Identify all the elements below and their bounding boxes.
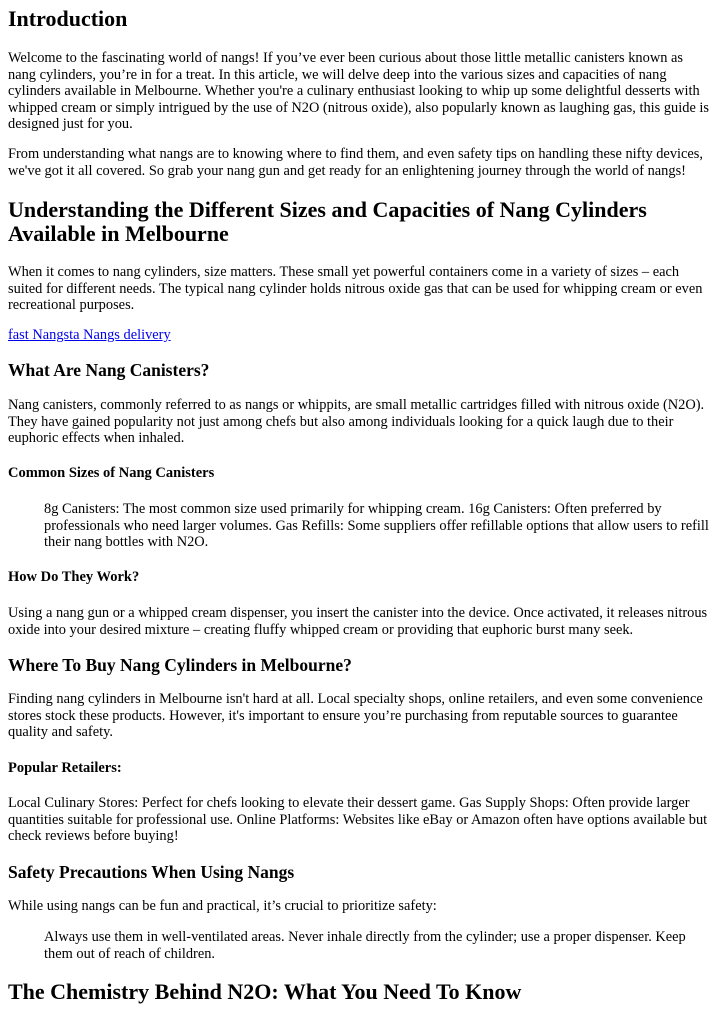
chemistry-heading: The Chemistry Behind N2O: What You Need To Know xyxy=(8,979,522,1004)
safety-paragraph: While using nangs can be fun and practical, it’s crucial to prioritize safety: xyxy=(8,898,437,914)
where-buy-paragraph: Finding nang cylinders in Melbourne isn't hard at all. Local specialty shops, online retailers, and even some convenience stores stock these products. However, it's important to ensure you’re purchasing from reputable sources to guarantee quality and safety. xyxy=(8,691,703,740)
intro-heading: Introduction xyxy=(8,6,128,31)
how-work-paragraph: Using a nang gun or a whipped cream dispenser, you insert the canister into the device. Once activated, it releases nitrous oxide into your desired mixture – creating fluffy whipped cream or providing that euphoric burst many seek. xyxy=(8,605,708,638)
safety-heading: Safety Precautions When Using Nangs xyxy=(8,862,295,882)
retailers-heading: Popular Retailers: xyxy=(8,760,122,776)
canisters-paragraph: Nang canisters, commonly referred to as nangs or whippits, are small metallic cartridges filled with nitrous oxide (N2O). They have gained popularity not just among chefs but also among individuals looking for a quick laugh due to their euphoric effects when inhaled. xyxy=(8,397,705,446)
delivery-link-paragraph xyxy=(8,327,714,344)
how-work-heading: How Do They Work? xyxy=(8,569,140,585)
sizes-paragraph: When it comes to nang cylinders, size matters. These small yet powerful containers come in a variety of sizes – each suited for different needs. The typical nang cylinder holds nitrous oxide gas that can be used for whipping cream or even recreational purposes. xyxy=(8,264,703,313)
common-sizes-heading: Common Sizes of Nang Canisters xyxy=(8,465,215,481)
common-sizes-quote: 8g Canisters: The most common size used primarily for whipping cream. 16g Canisters: Often preferred by professionals who need larger volumes. Gas Refills: Some suppliers offer refillable options that allow users to refill their nang bottles with N2O. xyxy=(44,501,709,550)
delivery-link[interactable]: fast Nangsta Nangs delivery xyxy=(8,327,171,343)
where-buy-heading: Where To Buy Nang Cylinders in Melbourne? xyxy=(8,655,352,675)
intro-paragraph-2: From understanding what nangs are to knowing where to find them, and even safety tips on handling these nifty devices, we've got it all covered. So grab your nang gun and get ready for an enlightening journey through the world of nangs! xyxy=(8,146,703,179)
safety-quote: Always use them in well-ventilated areas. Never inhale directly from the cylinder; use a proper dispenser. Keep them out of reach of children. xyxy=(44,929,686,962)
canisters-heading: What Are Nang Canisters? xyxy=(8,360,210,380)
sizes-heading: Understanding the Different Sizes and Capacities of Nang Cylinders Available in Melbourne xyxy=(8,197,647,246)
retailers-paragraph: Local Culinary Stores: Perfect for chefs looking to elevate their dessert game. Gas Supply Shops: Often provide larger quantities suitable for professional use. Online Platforms: Websites like eBay or Amazon often have options available but check reviews before buying! xyxy=(8,795,708,844)
intro-paragraph-1: Welcome to the fascinating world of nangs! If you’ve ever been curious about those little metallic canisters known as nang cylinders, you’re in for a treat. In this article, we will delve deep into the various sizes and capacities of nang cylinders available in Melbourne. Whether you're a culinary enthusiast looking to whip up some delightful desserts with whipped cream or simply intrigued by the use of N2O (nitrous oxide), also popularly known as laughing gas, this guide is designed just for you. xyxy=(8,50,710,132)
